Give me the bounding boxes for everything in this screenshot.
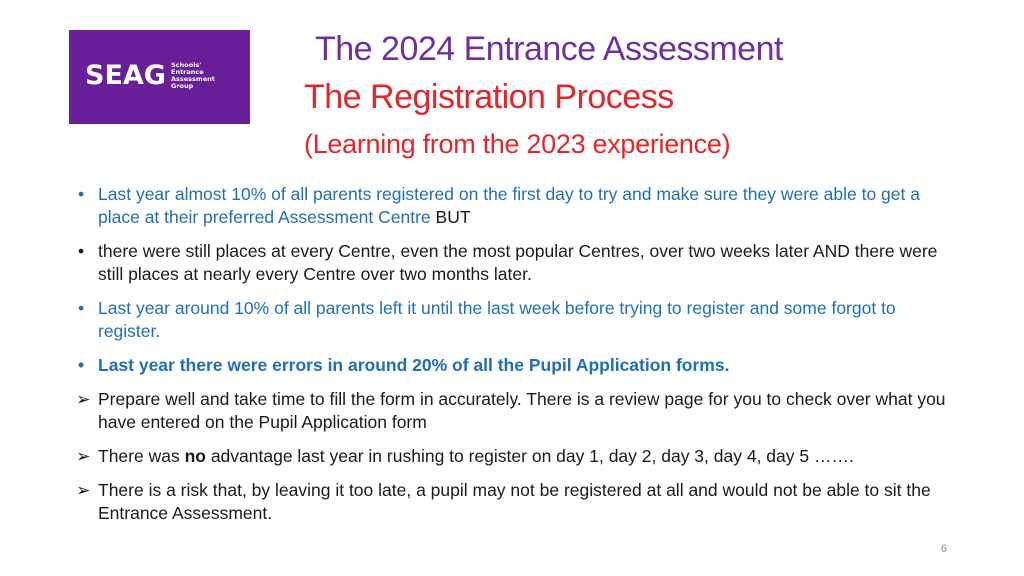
bullet-item bbox=[76, 297, 956, 343]
bullet-text-before: There was bbox=[98, 446, 185, 466]
bullet-emphasis: no bbox=[184, 446, 206, 466]
arrow-bullet-item bbox=[76, 445, 956, 468]
bullet-suffix: BUT bbox=[430, 207, 471, 227]
bullet-list bbox=[76, 183, 956, 536]
bullet-item bbox=[76, 240, 956, 286]
bullet-text: Last year around 10% of all parents left it until the last week before trying to register and some forgot to register. bbox=[98, 298, 896, 341]
logo-sub-line: Assessment bbox=[171, 75, 215, 83]
title-line-2: The Registration Process bbox=[304, 78, 674, 116]
bullet-text: Last year almost 10% of all parents registered on the first day to try and make sure they were able to get a place at their preferred Assessment Centre bbox=[98, 184, 920, 227]
logo-sub-line: Group bbox=[171, 82, 194, 90]
seag-logo bbox=[69, 30, 250, 124]
logo-sub-line: Schools' bbox=[171, 61, 202, 69]
arrow-bullet-item bbox=[76, 388, 956, 434]
arrow-bullet-icon: ➢ bbox=[76, 446, 91, 466]
bullet-item bbox=[76, 354, 956, 377]
bullet-text: Last year there were errors in around 20% of all the Pupil Application forms. bbox=[98, 355, 730, 375]
bullet-text: there were still places at every Centre, even the most popular Centres, over two weeks later AND there were still places at nearly every Centre over two months later. bbox=[98, 241, 938, 284]
logo-sub-line: Entrance bbox=[171, 68, 204, 76]
title-line-3: (Learning from the 2023 experience) bbox=[304, 129, 731, 159]
bullet-marker: • bbox=[78, 355, 85, 375]
bullet-marker: • bbox=[78, 241, 85, 261]
arrow-bullet-item bbox=[76, 479, 956, 525]
bullet-text: There is a risk that, by leaving it too late, a pupil may not be registered at all and would not be able to sit the Entrance Assessment. bbox=[98, 480, 931, 523]
bullet-text-after: advantage last year in rushing to register on day 1, day 2, day 3, day 4, day 5 ……. bbox=[205, 446, 854, 466]
arrow-bullet-icon: ➢ bbox=[76, 389, 91, 409]
bullet-text: Prepare well and take time to fill the form in accurately. There is a review page for you to check over what you have entered on the Pupil Application form bbox=[98, 389, 946, 432]
page-number: 6 bbox=[940, 543, 947, 555]
bullet-marker: • bbox=[78, 298, 85, 318]
logo-subtitle bbox=[171, 62, 215, 90]
bullet-marker: • bbox=[78, 184, 85, 204]
bullet-item bbox=[76, 183, 956, 229]
arrow-bullet-icon: ➢ bbox=[76, 480, 91, 500]
title-line-1: The 2024 Entrance Assessment bbox=[315, 30, 783, 68]
logo-mark: SEAG bbox=[85, 60, 166, 91]
